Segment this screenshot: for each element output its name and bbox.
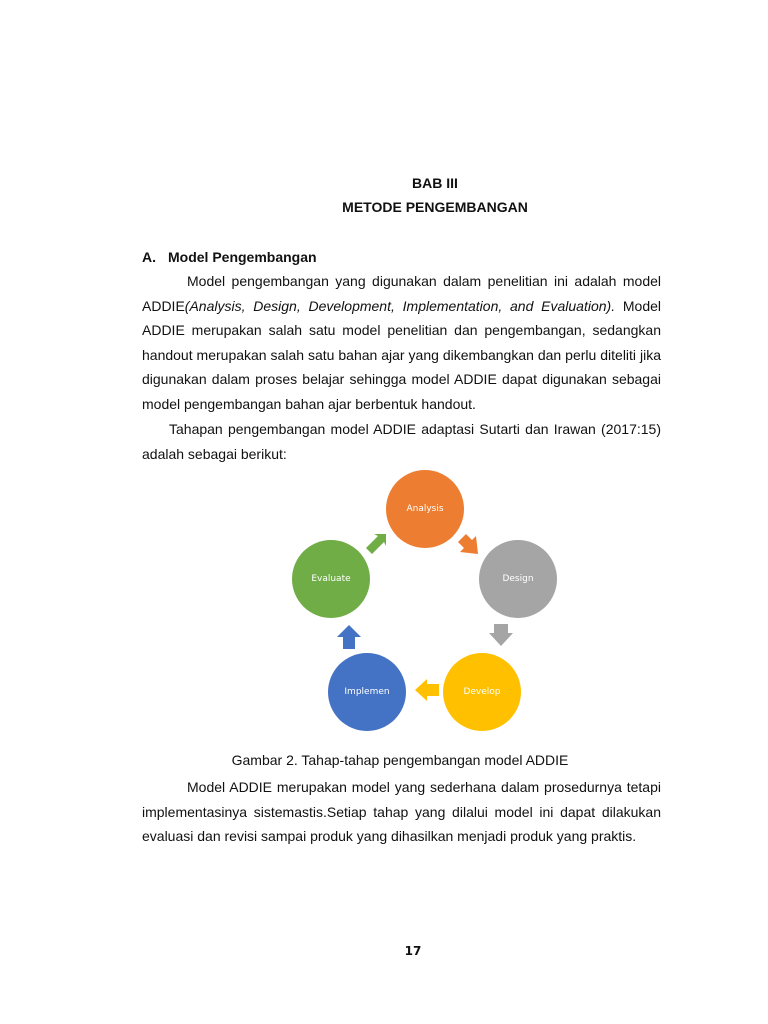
paragraph-addie-summary <box>142 775 661 849</box>
chapter-number: BAB III <box>412 175 458 191</box>
node-analysis-label: Analysis <box>406 504 444 514</box>
node-design <box>479 540 557 618</box>
paragraph-1-text-b: Model ADDIE merupakan salah satu model penelitian dan pengembangan, sedangkan handout merupakan salah satu bahan ajar yang dikembangkan dan perlu diteliti jika digunakan dalam proses belajar sehingga model ADDIE dapat digunakan sebagai model pengembangan bahan ajar berbentuk handout. <box>142 297 661 412</box>
page-number: 17 <box>404 944 422 958</box>
node-develop <box>443 653 521 731</box>
paragraph-3-text: Model ADDIE merupakan model yang sederhana dalam prosedurnya tetapi implementasinya sistemastis.Setiap tahap yang dilalui model ini dapat dilakukan evaluasi dan revisi sampai produk yang dihasilkan menjadi produk yang praktis. <box>142 779 661 845</box>
section-number: A. <box>142 249 156 265</box>
node-evaluate-label: Evaluate <box>311 574 351 584</box>
paragraph-2-text: Tahapan pengembangan model ADDIE adaptasi Sutarti dan Irawan (2017:15) adalah sebagai berikut: <box>142 421 661 462</box>
node-evaluate <box>292 540 370 618</box>
addie-cycle-diagram <box>280 468 580 736</box>
node-implement-label: Implemen <box>344 687 390 697</box>
paragraph-1-text-a: Model pengembangan yang digunakan dalam penelitian ini adalah model ADDIE <box>142 273 661 314</box>
figure-caption: Gambar 2. Tahap-tahap pengembangan model ADDIE <box>231 752 569 768</box>
arrow-implement-to-evaluate-icon <box>336 624 362 650</box>
paragraph-1-italic: (Analysis, Design, Development, Implementation, and Evaluation). <box>184 297 616 314</box>
section-heading <box>142 249 317 265</box>
arrow-analysis-to-design-icon <box>456 532 482 558</box>
arrow-develop-to-implement-icon <box>414 678 440 702</box>
node-develop-label: Develop <box>463 687 501 697</box>
paragraph-addie-stages <box>142 417 661 466</box>
chapter-title: METODE PENGEMBANGAN <box>342 199 528 215</box>
node-implement <box>328 653 406 731</box>
section-title: Model Pengembangan <box>168 249 317 265</box>
node-design-label: Design <box>502 574 534 584</box>
paragraph-addie-model <box>142 269 661 417</box>
node-analysis <box>386 470 464 548</box>
arrow-design-to-develop-icon <box>488 622 514 648</box>
arrow-evaluate-to-analysis-icon <box>362 532 388 558</box>
